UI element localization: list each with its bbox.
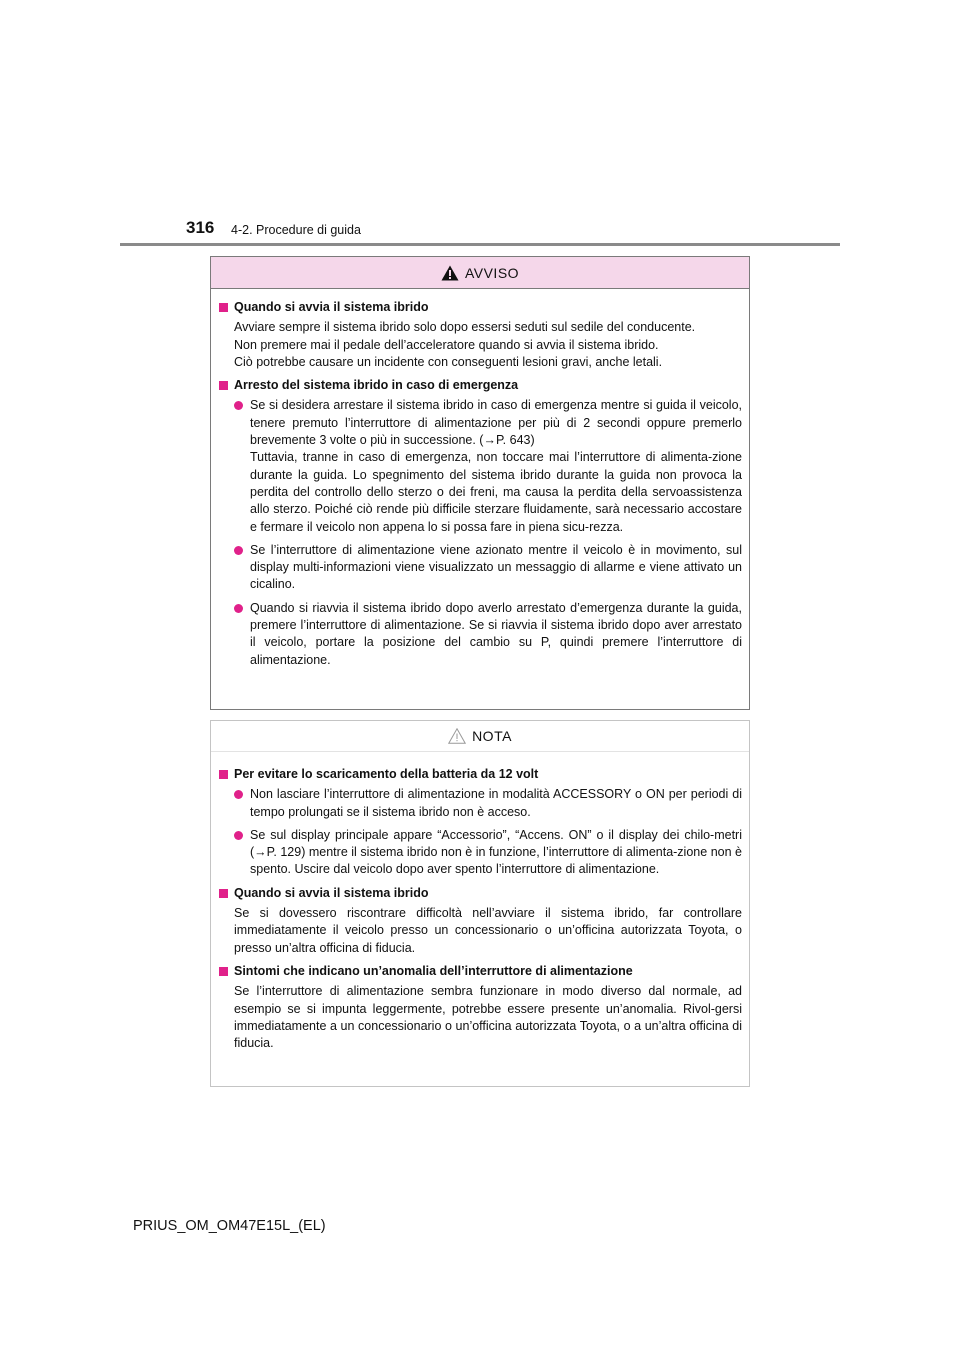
round-bullet-icon <box>234 401 243 410</box>
item-heading: Sintomi che indicano un’anomalia dell’interruttore di alimentazione <box>234 963 633 978</box>
square-bullet-icon <box>219 770 228 779</box>
square-bullet-icon <box>219 303 228 312</box>
caution-outline-triangle-icon <box>448 728 466 744</box>
page-number: 316 <box>186 218 215 237</box>
warning-triangle-icon <box>441 265 459 281</box>
square-bullet-icon <box>219 381 228 390</box>
notice-title: NOTA <box>472 728 512 744</box>
bullet-paragraph: Se l’interruttore di alimentazione viene azionato mentre il veicolo è in movimento, sul display multi-informazioni viene visualizzato un messaggio di allarme e viene attivato un cicalino. <box>250 542 742 592</box>
bullet-paragraph: Se sul display principale appare “Accessorio”, “Accens. ON” o il display dei chilo-metri (→P. 129) mentre il sistema ibrido non è in funzione, l’interruttore di alimenta-zione non è spento. Uscire dal veicolo dopo aver spento l’interruttore di alimentazione. <box>250 827 742 877</box>
notice-item <box>218 963 742 1052</box>
round-bullet-icon <box>234 831 243 840</box>
section-title: 4-2. Procedure di guida <box>231 223 361 237</box>
bullet-item <box>218 542 742 594</box>
warning-item <box>218 299 742 371</box>
bullet-paragraph: Non lasciare l’interruttore di alimentazione in modalità ACCESSORY o ON per periodi di tempo prolungati se il sistema ibrido non è acceso. <box>250 787 742 819</box>
item-line: Se l’interruttore di alimentazione sembra funzionare in modo diverso dal normale, ad esempio se si impunta leggermente, potrebbe essere presente un’anomalia. Rivol-gersi immediatamente a un concessionario o un’officina autorizzata Toyota, o a un’altra officina di fiducia. <box>234 984 742 1051</box>
notice-item <box>218 766 742 879</box>
notice-item <box>218 885 742 957</box>
bullet-paragraph: Se si desidera arrestare il sistema ibrido in caso di emergenza mentre si guida il veicolo, tenere premuto l’interruttore di alimentazione per più di 2 secondi oppure premerlo brevemente 3 volte o più in successione. (→P. 643) <box>250 398 742 448</box>
bullet-item <box>218 827 742 879</box>
item-heading: Arresto del sistema ibrido in caso di emergenza <box>234 378 519 393</box>
warning-item <box>218 377 742 669</box>
footer-document-code: PRIUS_OM_OM47E15L_(EL) <box>133 1218 326 1234</box>
bullet-item <box>218 397 742 535</box>
round-bullet-icon <box>234 790 243 799</box>
notice-header <box>211 721 749 752</box>
square-bullet-icon <box>219 967 228 976</box>
item-line: Non premere mai il pedale dell’acceleratore quando si avvia il sistema ibrido. <box>234 337 659 352</box>
bullet-paragraph: Tuttavia, tranne in caso di emergenza, non toccare mai l’interruttore di alimenta-zione durante la guida. Lo spegnimento del sistema ibrido durante la guida non provoca la perdita del controllo dello sterzo o dei freni, ma causa la perdita della servoassistenza allo sterzo. Poiché ciò rende più difficile sterzare fluidamente, sarà necessario accostare e fermare il veicolo non appena lo si possa fare in piena sicu-rezza. <box>250 450 742 534</box>
warning-header <box>211 257 749 289</box>
item-line: Avviare sempre il sistema ibrido solo dopo essersi seduti sul sedile del conducente. <box>234 320 696 335</box>
bullet-item <box>218 600 742 669</box>
item-line: Ciò potrebbe causare un incidente con conseguenti lesioni gravi, anche letali. <box>234 354 663 369</box>
header-rule <box>120 243 840 246</box>
item-heading: Quando si avvia il sistema ibrido <box>234 300 429 314</box>
item-heading: Quando si avvia il sistema ibrido <box>234 885 429 900</box>
round-bullet-icon <box>234 604 243 613</box>
warning-title: AVVISO <box>464 264 520 281</box>
bullet-paragraph: Quando si riavvia il sistema ibrido dopo averlo arrestato d’emergenza durante la guida, premere l’interruttore di alimentazione. Se si riavvia il sistema ibrido dopo aver arrestato il veicolo, portare la posizione del cambio su P, quindi premere l’interruttore di alimentazione. <box>250 600 742 667</box>
notice-box <box>210 720 750 1087</box>
warning-box <box>210 256 750 710</box>
round-bullet-icon <box>234 546 243 555</box>
item-line: Se si dovessero riscontrare difficoltà nell’avviare il sistema ibrido, far controllare immediatamente il veicolo presso un concessionario o un’officina autorizzata Toyota, o presso un’altra officina di fiducia. <box>234 906 742 955</box>
square-bullet-icon <box>219 889 228 898</box>
item-heading: Per evitare lo scaricamento della batteria da 12 volt <box>234 767 539 781</box>
bullet-item <box>218 786 742 821</box>
